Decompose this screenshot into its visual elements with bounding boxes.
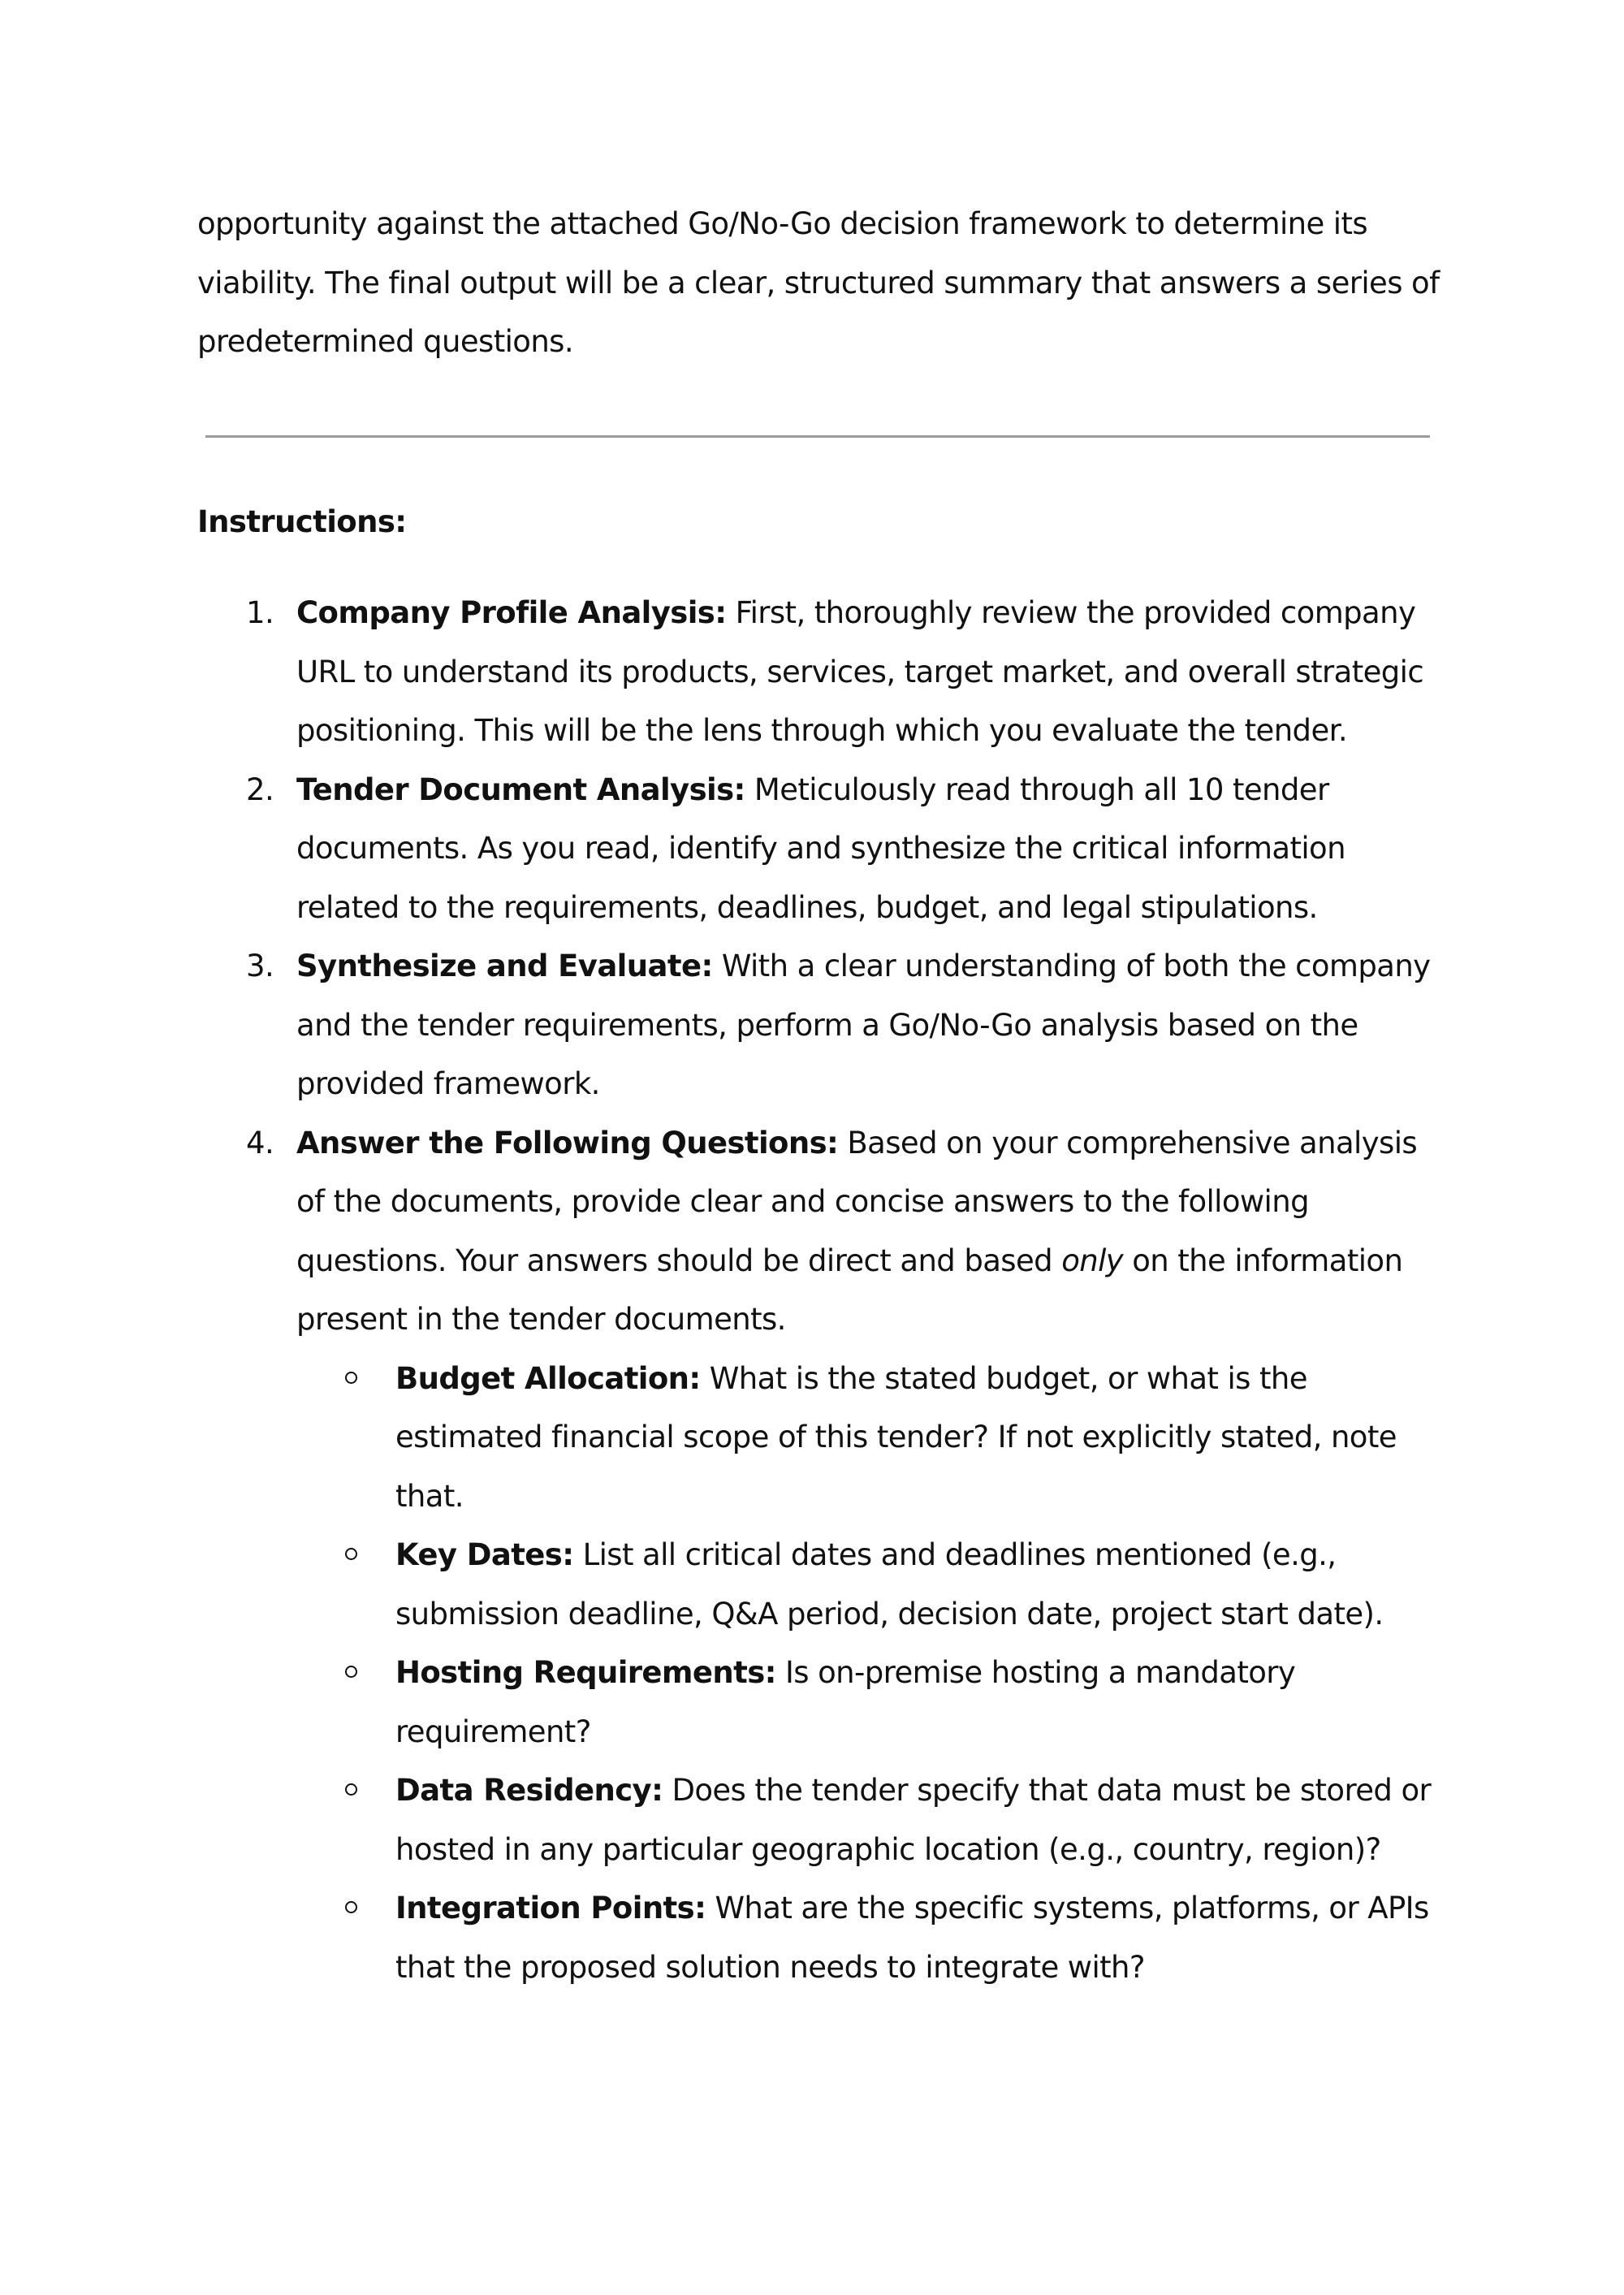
step-text: First, thoroughly review the provided company URL to understand its products, services, target market, and overall strategic positioning. This will be the lens through which you evaluate the tender. <box>296 595 1424 748</box>
step-number: 1. <box>246 595 274 630</box>
step-text: With a clear understanding of both the company and the tender requirements, perform a Go/No-Go analysis based on the provided framework. <box>296 949 1431 1101</box>
question-text: Is on-premise hosting a mandatory requirement? <box>395 1655 1296 1749</box>
step-number: 4. <box>246 1125 274 1160</box>
intro-section <box>197 195 1444 372</box>
question-item <box>296 1350 1444 1527</box>
question-text: List all critical dates and deadlines mentioned (e.g., submission deadline, Q&A period, decision date, project start date). <box>395 1537 1384 1632</box>
intro-paragraph: opportunity against the attached Go/No-Go decision framework to determine its viability. The final output will be a clear, structured summary that answers a series of predetermined questions. <box>197 206 1440 359</box>
question-item <box>296 1644 1444 1761</box>
instruction-step <box>197 937 1444 1114</box>
instruction-step <box>197 584 1444 761</box>
step-title: Tender Document Analysis: <box>296 771 745 807</box>
question-title: Integration Points: <box>395 1891 706 1925</box>
question-text: Does the tender specify that data must be stored or hosted in any particular geographic location (e.g., country, region)? <box>395 1773 1432 1867</box>
horizontal-divider <box>205 435 1430 438</box>
question-item <box>296 1879 1444 1997</box>
questions-list <box>296 1350 1444 1998</box>
question-title: Hosting Requirements: <box>395 1655 776 1690</box>
instruction-step <box>197 761 1444 938</box>
step-text: Based on your comprehensive analysis of the documents, provide clear and concise answers to the following questions. Your answers should be direct and based <box>296 1125 1418 1278</box>
hollow-bullet-icon <box>345 1783 357 1796</box>
step-text: Meticulously read through all 10 tender documents. As you read, identify and synthesize the critical information related to the requirements, deadlines, budget, and legal stipulations. <box>296 771 1345 925</box>
hollow-bullet-icon <box>345 1372 357 1384</box>
question-title: Budget Allocation: <box>395 1360 701 1396</box>
step-number: 3. <box>246 949 274 983</box>
instruction-step <box>197 1114 1444 1998</box>
hollow-bullet-icon <box>345 1548 357 1560</box>
step-text: on the information present in the tender documents. <box>296 1243 1403 1337</box>
step-title: Synthesize and Evaluate: <box>296 949 713 983</box>
question-text: What are the specific systems, platforms, or APIs that the proposed solution needs to integrate with? <box>395 1891 1429 1985</box>
step-title: Answer the Following Questions: <box>296 1125 839 1160</box>
question-title: Key Dates: <box>395 1537 574 1572</box>
question-title: Data Residency: <box>395 1773 663 1808</box>
question-item <box>296 1526 1444 1644</box>
question-text: What is the stated budget, or what is the estimated financial scope of this tender? If not explicitly stated, note that. <box>395 1360 1397 1514</box>
hollow-bullet-icon <box>345 1666 357 1678</box>
emphasis-text: only <box>1061 1243 1124 1278</box>
hollow-bullet-icon <box>345 1901 357 1913</box>
instructions-heading: Instructions: <box>197 504 407 539</box>
question-item <box>296 1761 1444 1879</box>
step-title: Company Profile Analysis: <box>296 595 727 630</box>
step-number: 2. <box>246 771 274 807</box>
instructions-list <box>197 584 1444 1997</box>
